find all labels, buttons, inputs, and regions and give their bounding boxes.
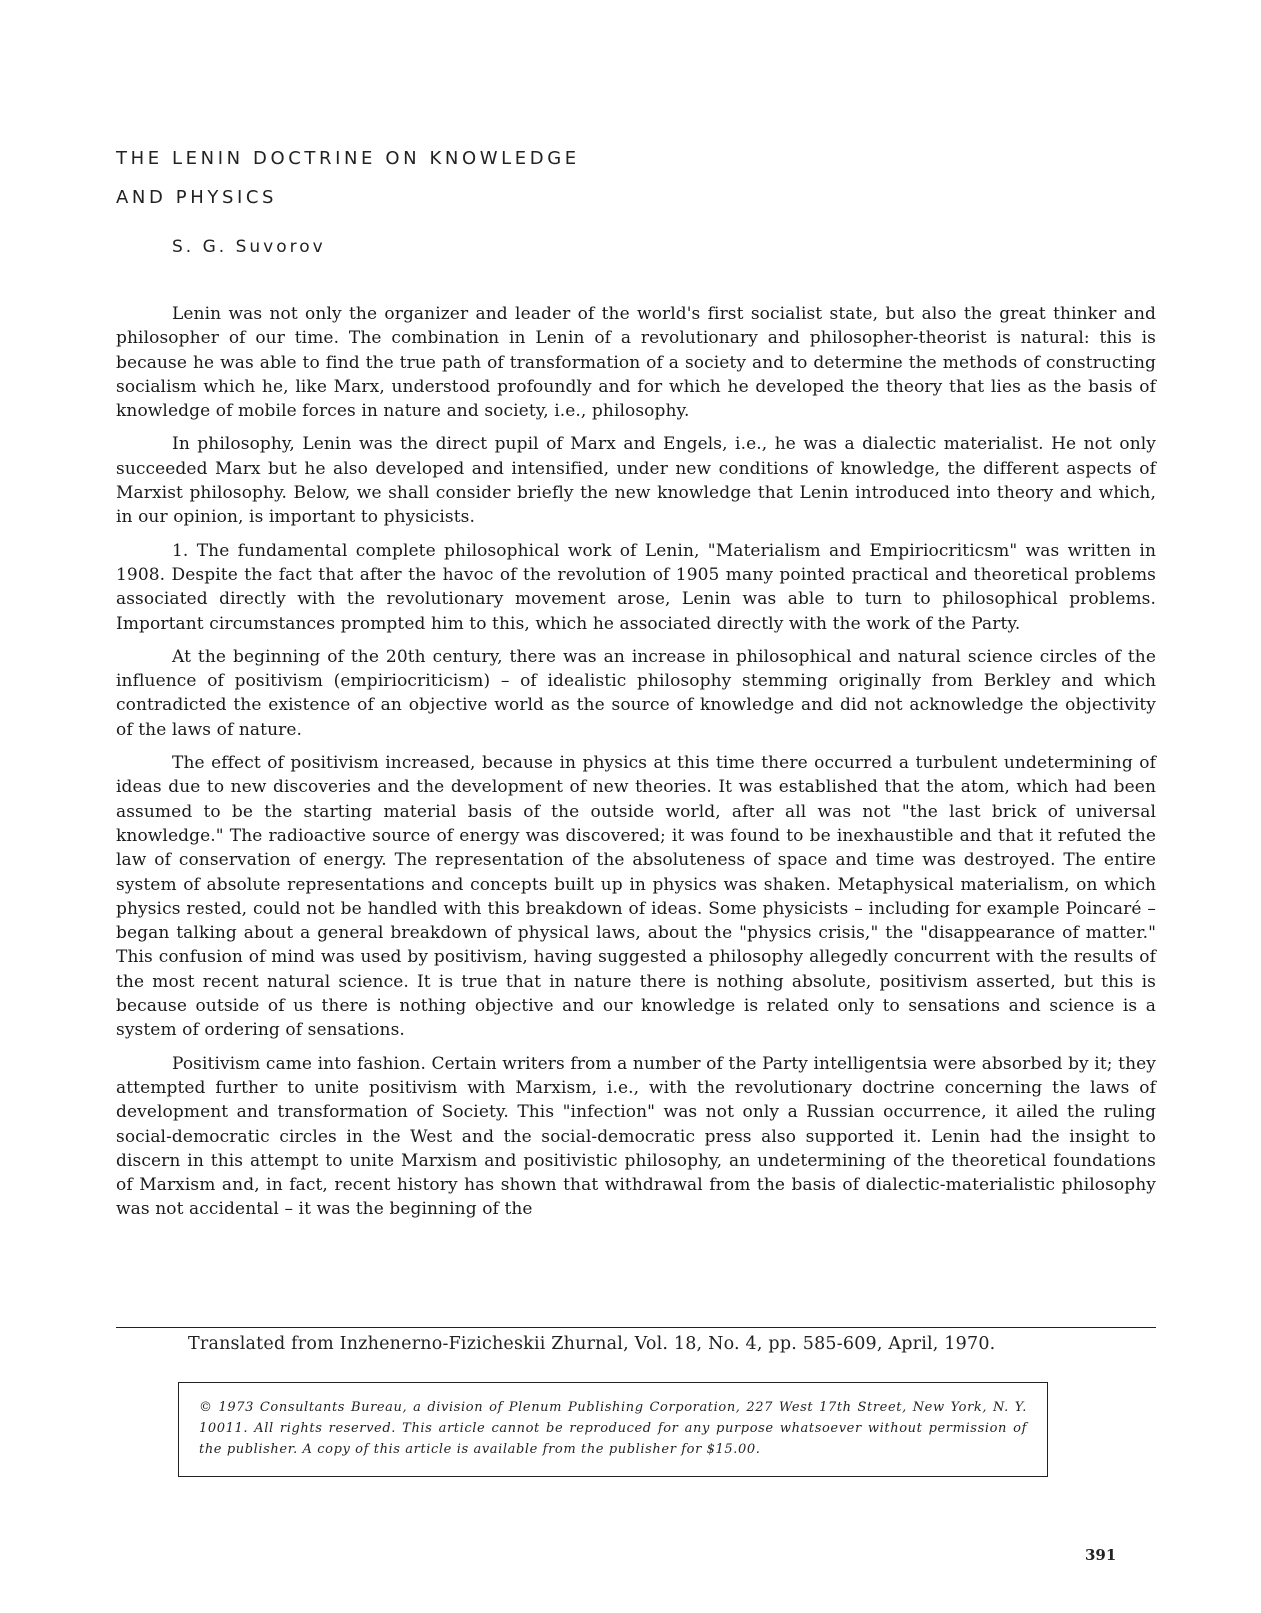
page-number: 391 [1085, 1546, 1117, 1564]
paragraph: In philosophy, Lenin was the direct pupil of Marx and Engels, i.e., he was a dialectic materialist. He not only succeeded Marx but he also developed and intensified, under new conditions of knowledge, the different aspects of Marxist philosophy. Below, we shall consider briefly the new knowledge that Lenin introduced into theory and which, in our opinion, is important to physicists. [116, 434, 1156, 528]
paragraph: Positivism came into fashion. Certain writers from a number of the Party intelligentsia were absorbed by it; they attempted further to unite positivism with Marxism, i.e., with the revolutionary doctrine concerning the laws of development and transformation of Society. This "infection" was not only a Russian occurrence, it ailed the ruling social-democratic circles in the West and the social-democratic press also supported it. Lenin had the insight to discern in this attempt to unite Marxism and positivistic philosophy, an undetermining of the theoretical foundations of Marxism and, in fact, recent history has shown that withdrawal from the basis of dialectic-materialistic philosophy was not accidental – it was the beginning of the [116, 1053, 1156, 1220]
paragraph: At the beginning of the 20th century, there was an increase in philosophical and natural science circles of the influence of positivism (empiriocriticism) – of idealistic philosophy stemming originally from Berkley and which contradicted the existence of an objective world as the source of knowledge and did not acknowledge the objectivity of the laws of nature. [116, 646, 1156, 740]
paragraph: Lenin was not only the organizer and leader of the world's first socialist state, but also the great thinker and philosopher of our time. The combination in Lenin of a revolutionary and philosopher-theorist is natural: this is because he was able to find the true path of transformation of a society and to determine the methods of constructing socialism which he, like Marx, understood profoundly and for which he developed the theory that lies as the basis of knowledge of mobile forces in nature and society, i.e., philosophy. [116, 304, 1156, 422]
article-body [116, 302, 1156, 1231]
paragraph: 1. The fundamental complete philosophical work of Lenin, "Materialism and Empiriocriticsm" was written in 1908. Despite the fact that after the havoc of the revolution of 1905 many pointed practical and theoretical problems associated directly with the revolutionary movement arose, Lenin was able to turn to philosophical problems. Important circumstances prompted him to this, which he associated directly with the work of the Party. [116, 540, 1156, 634]
translation-note: Translated from Inzhenerno-Fizicheskii Zhurnal, Vol. 18, No. 4, pp. 585-609, April, 1970. [188, 1334, 996, 1354]
copyright-notice: © 1973 Consultants Bureau, a division of Plenum Publishing Corporation, 227 West 17th Street, New York, N. Y. 10011. All rights reserved. This article cannot be reproduced for any purpose whatsoever without permission of the publisher. A copy of this article is available from the publisher for $15.00. [199, 1400, 1027, 1457]
article-title-line-2: AND PHYSICS [116, 187, 278, 208]
author-name: S. G. Suvorov [172, 237, 326, 257]
paragraph: The effect of positivism increased, because in physics at this time there occurred a turbulent undetermining of ideas due to new discoveries and the development of new theories. It was established that the atom, which had been assumed to be the starting material basis of the outside world, after all was not "the last brick of universal knowledge." The radioactive source of energy was discovered; it was found to be inexhaustible and that it refuted the law of conservation of energy. The representation of the absoluteness of space and time was destroyed. The entire system of absolute representations and concepts built up in physics was shaken. Metaphysical materialism, on which physics rested, could not be handled with this breakdown of ideas. Some physicists – including for example Poincaré – began talking about a general breakdown of physical laws, about the "physics crisis," the "disappearance of matter." This confusion of mind was used by positivism, having suggested a philosophy allegedly concurrent with the results of the most recent natural science. It is true that in nature there is nothing absolute, positivism asserted, but this is because outside of us there is nothing objective and our knowledge is related only to sensations and science is a system of ordering of sensations. [116, 753, 1156, 1041]
article-title-line-1: THE LENIN DOCTRINE ON KNOWLEDGE [116, 148, 580, 169]
copyright-box [178, 1382, 1048, 1477]
footer-divider [116, 1327, 1156, 1328]
